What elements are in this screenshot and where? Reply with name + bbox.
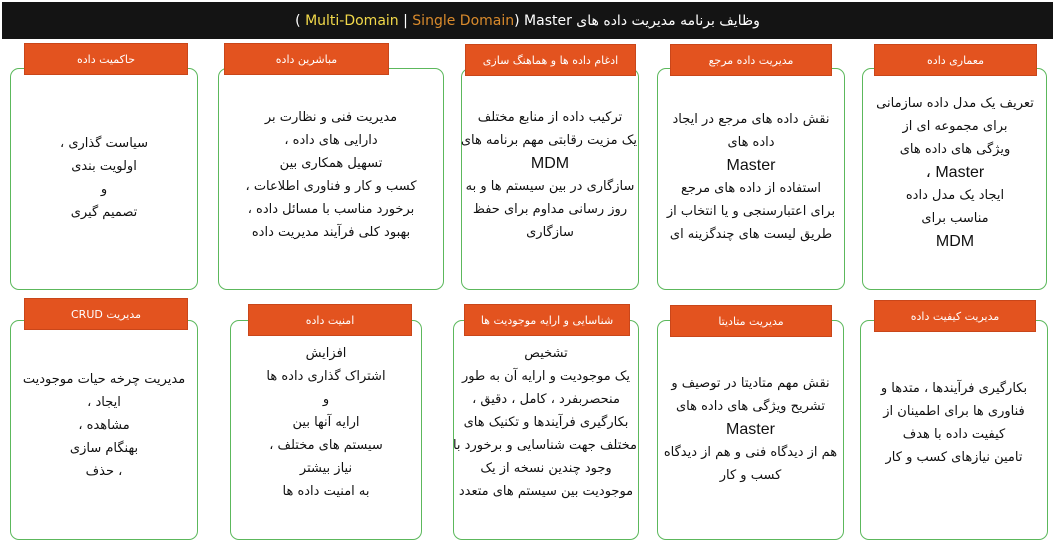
line: هم از دیدگاه فنی و هم از دیدگاه (663, 445, 838, 460)
card-body-data-governance (12, 132, 196, 224)
line: وجود چندین نسخه از یک (480, 461, 612, 476)
line: یک موجودیت و ارایه آن به طور (461, 369, 631, 384)
title-bar (2, 2, 1053, 39)
card-body-entity-identification (452, 342, 637, 503)
line: مختلف جهت شناسایی و برخورد با (452, 438, 637, 453)
card-body-data-quality-management (862, 377, 1046, 469)
line: منحصربفرد ، کامل ، دقیق ، (472, 392, 620, 407)
line: نقش مهم متادیتا در توصیف و (671, 376, 830, 391)
line: به امنیت داده ها (282, 484, 370, 499)
line: تصمیم گیری (70, 205, 138, 220)
line: روز رسانی مداوم برای حفظ (472, 202, 628, 217)
card-header-reference-data-management: مدیریت داده مرجع (670, 44, 832, 76)
line: تسهیل همکاری بین (279, 156, 383, 171)
line: کسب و کار (719, 468, 782, 483)
line: سیستم های مختلف ، (269, 438, 383, 453)
card-body-reference-data-management (659, 108, 843, 246)
line: استفاده از داده های مرجع (680, 181, 822, 196)
line: تامین نیازهای کسب و کار (885, 450, 1023, 465)
line: ترکیب داده از منابع مختلف (477, 110, 623, 125)
line: تعریف یک مدل داده سازمانی (876, 96, 1034, 111)
line: MDM (530, 155, 570, 172)
line: ایجاد ، (87, 395, 121, 410)
line: MDM (935, 233, 975, 250)
line: سازگاری در بین سیستم ها و به (465, 179, 635, 194)
line: و (100, 182, 108, 197)
line: مناسب برای (921, 211, 989, 226)
line: ، حذف (85, 464, 123, 479)
card-header-data-stewards: مباشرین داده (224, 43, 389, 75)
line: ایجاد یک مدل داده (905, 188, 1005, 203)
line: نیاز بیشتر (299, 461, 353, 476)
card-header-metadata-management: مدیریت متادیتا (670, 305, 832, 337)
title-suffix: ) (295, 12, 306, 29)
line: Master (726, 421, 775, 438)
line: ویژگی های داده های (899, 142, 1011, 157)
line: بکارگیری فرآیندها و تکنیک های (463, 415, 629, 430)
line: ارایه آنها بین (292, 415, 360, 430)
card-header-entity-identification: شناسایی و ارایه موجودیت ها (464, 304, 630, 336)
line: کیفیت داده با هدف (902, 427, 1006, 442)
line: تشریح ویژگی های داده های (675, 399, 825, 414)
card-body-crud-management (12, 368, 196, 483)
line: اشتراک گذاری داده ها (266, 369, 386, 384)
card-body-data-security (232, 342, 420, 503)
line: افزایش (305, 346, 347, 361)
line: بکارگیری فرآیندها ، متدها و (880, 381, 1028, 396)
line: برخورد مناسب با مسائل داده ، (247, 202, 415, 217)
title-prefix: وظایف برنامه مدیریت داده های Master ( (514, 12, 760, 29)
card-header-crud-management: مدیریت CRUD (24, 298, 188, 330)
title-multi-domain: Multi-Domain (305, 12, 399, 29)
line: نقش داده های مرجع در ایجاد (672, 112, 830, 127)
line: Master ، (925, 164, 985, 181)
title-separator: | (398, 12, 413, 29)
card-header-data-architecture: معماری داده (874, 44, 1037, 76)
line: سازگاری (526, 225, 574, 240)
line: سیاست گذاری ، (60, 136, 148, 151)
line: برای مجموعه ای از (902, 119, 1008, 134)
card-body-data-integration (460, 106, 637, 244)
line: یک مزیت رقابتی مهم برنامه های (460, 133, 637, 148)
line: دارایی های داده ، (284, 133, 378, 148)
title-single-domain: Single Domain (412, 12, 515, 29)
card-header-data-quality-management: مدیریت کیفیت داده (874, 300, 1036, 332)
line: مدیریت فنی و نظارت بر (264, 110, 398, 125)
line: تشخیص (524, 346, 568, 361)
line: فناوری ها برای اطمینان از (883, 404, 1025, 419)
line: اولویت بندی (71, 159, 137, 174)
card-header-data-security: امنیت داده (248, 304, 412, 336)
line: Master (726, 157, 776, 174)
line: و (322, 392, 330, 407)
line: بهنگام سازی (69, 441, 139, 456)
line: مدیریت چرخه حیات موجودیت (22, 372, 186, 387)
card-body-data-stewards (220, 106, 442, 244)
card-header-data-governance: حاکمیت داده (24, 43, 188, 75)
line: بهبود کلی فرآیند مدیریت داده (251, 225, 411, 240)
line: موجودیت بین سیستم های متعدد (458, 484, 634, 499)
card-body-data-architecture (865, 92, 1045, 253)
line: کسب و کار و فناوری اطلاعات ، (245, 179, 417, 194)
line: برای اعتبارسنجی و یا انتخاب از (666, 204, 836, 219)
line: طریق لیست های چندگزینه ای (669, 227, 833, 242)
line: مشاهده ، (78, 418, 130, 433)
card-body-metadata-management (659, 372, 842, 487)
card-header-data-integration: ادغام داده ها و هماهنگ سازی (465, 44, 636, 76)
line: داده های (727, 135, 775, 150)
